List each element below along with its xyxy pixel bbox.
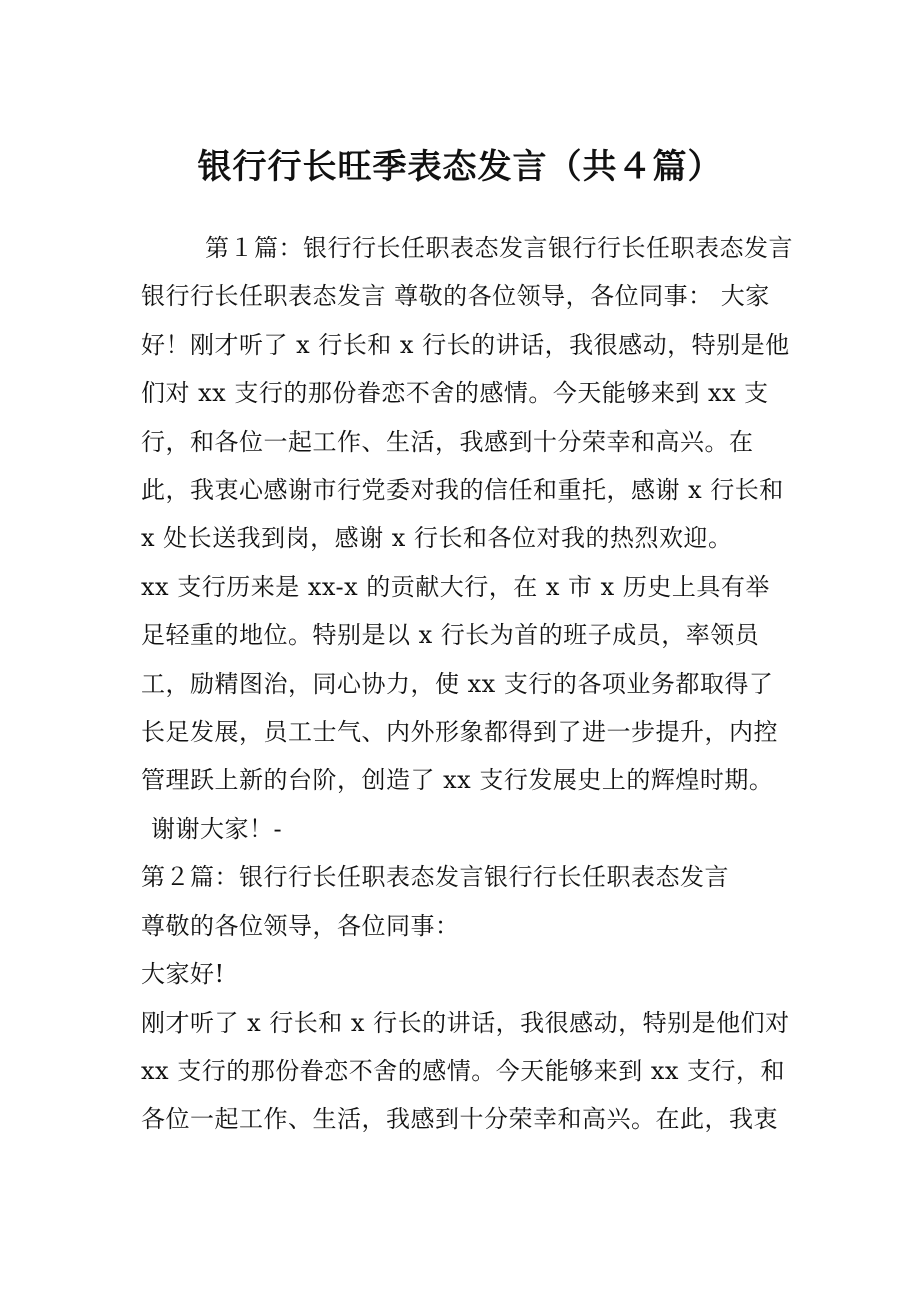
section-1-closing: 谢谢大家！- — [151, 814, 283, 843]
section-2-greeting: 大家好! — [141, 960, 225, 989]
section-2-paragraph-1: 刚才听了 x 行长和 x 行长的讲话，我很感动，特别是他们对 xx 支行的那份眷恋不舍的感情。今天能够来到 xx 支行，和各位一起工作、生活，我感到十分荣幸和高兴。在此，我衷 — [141, 1008, 790, 1134]
document-title: 银行行长旺季表态发言（共４篇） — [197, 147, 723, 187]
section-1-heading: 第１篇：银行行长任职表态发言银行行长任职表态发言 — [205, 234, 793, 262]
section-1-paragraph-1: 银行行长任职表态发言 尊敬的各位领导，各位同事： 大家好！刚才听了 x 行长和 x 行长的讲话，我很感动，特别是他们对 xx 支行的那份眷恋不舍的感情。今天能够来到 xx 支行，和各位一起工作、生活，我感到十分荣幸和高兴。在此，我衷心感谢市行党委对我的信任和重托，感谢 x 行长和 x 处长送我到岗，感谢 x 行长和各位对我的热烈欢迎。 — [141, 282, 790, 553]
section-2-heading: 第２篇：银行行长任职表态发言银行行长任职表态发言 — [141, 863, 729, 892]
section-2-salutation: 尊敬的各位领导，各位同事： — [141, 911, 460, 940]
section-1-paragraph-2: xx 支行历来是 xx-x 的贡献大行，在 x 市 x 历史上具有举足轻重的地位。特别是以 x 行长为首的班子成员，率领员工，励精图治，同心协力，使 xx 支行的各项业务都取得了长足发展，员工士气、内外形象都得到了进一步提升，内控管理跃上新的台阶，创造了 xx 支行发展史上的辉煌时期。 — [141, 572, 778, 795]
document-body — [141, 224, 793, 1144]
